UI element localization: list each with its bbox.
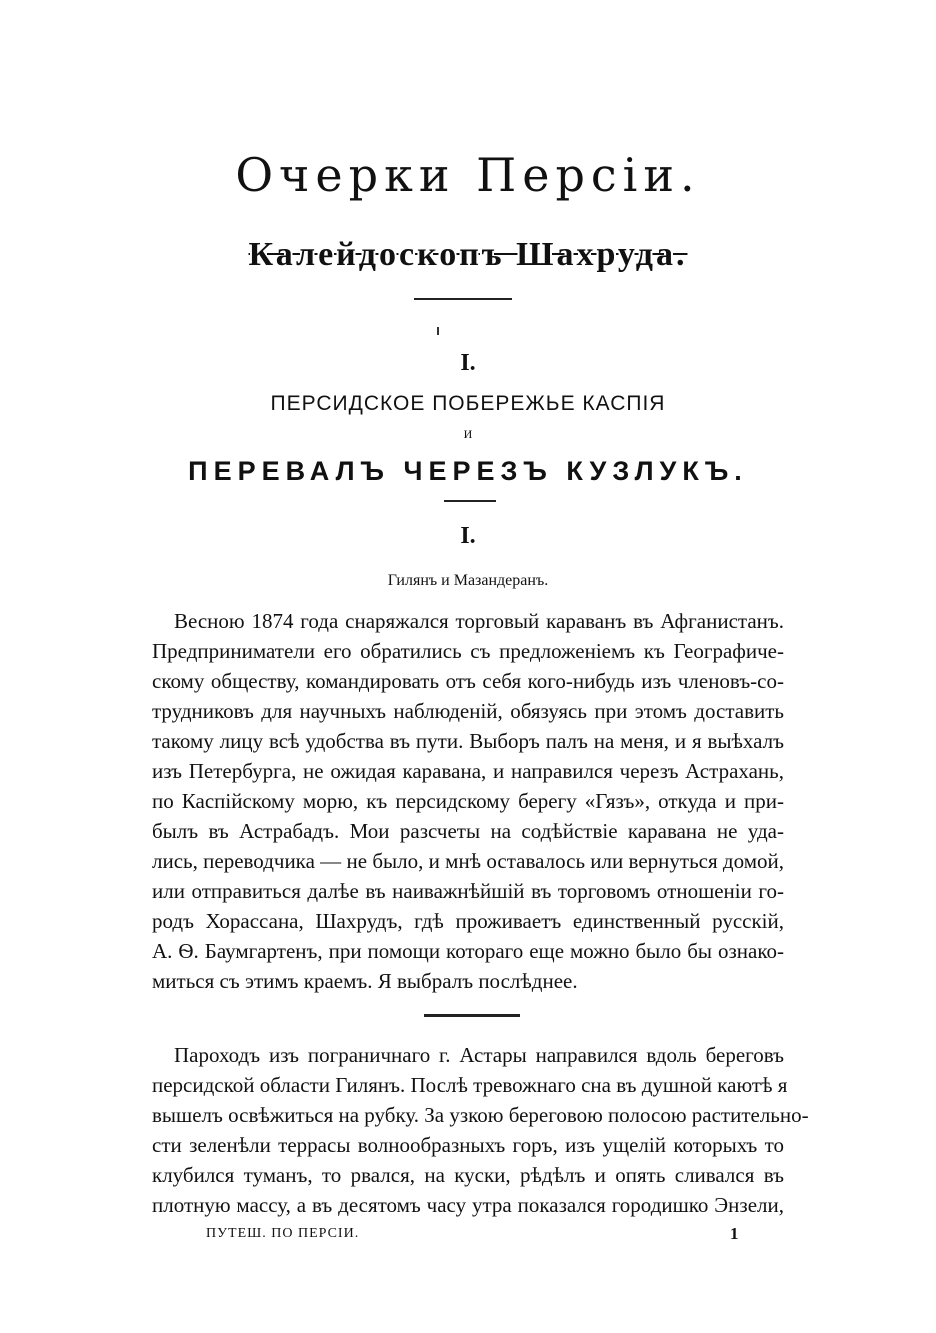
page-number: 1 (730, 1224, 739, 1243)
text-line: миться съ этимъ краемъ. Я выбралъ послѣднее. (152, 969, 578, 993)
divider-rule (414, 298, 512, 300)
text-line: по Каспійскому морю, къ персидскому берегу «Гязъ», откуда и при- (152, 789, 784, 813)
text-line: сти зеленѣли террасы волнообразныхъ горъ, изъ ущелій которыхъ то (152, 1133, 784, 1157)
text-line: А. Ѳ. Баумгартенъ, при помощи котораго еще можно было бы ознако- (152, 939, 784, 963)
part-title: ПЕРСИДСКОЕ ПОБЕРЕЖЬЕ КАСПІЯ (270, 392, 666, 415)
chapter-subtitle: Гилянъ и Мазандеранъ. (387, 572, 549, 589)
book-subtitle: Калейдоскопъ Шахруда. (248, 236, 688, 273)
text-line: изъ Петербурга, не ожидая каравана, и направился черезъ Астрахань, (152, 759, 784, 783)
footer-signature: ПУТЕШ. ПО ПЕРСІИ. (206, 1226, 360, 1241)
text-line: Пароходъ изъ пограничнаго г. Астары направился вдоль береговъ (174, 1043, 784, 1067)
print-mark (437, 327, 439, 335)
text-line: персидской области Гилянъ. Послѣ тревожнаго сна въ душной каютѣ я (152, 1073, 788, 1097)
text-line: такому лицу всѣ удобства въ пути. Выборъ палъ на меня, и я выѣхалъ (152, 729, 784, 753)
part-title-second: ПЕРЕВАЛЪ ЧЕРЕЗЪ КУЗЛУКЪ. (188, 456, 748, 486)
divider-rule (444, 500, 496, 502)
text-line: плотную массу, а въ десятомъ часу утра показался городишко Энзели, (152, 1193, 784, 1217)
text-line: вышелъ освѣжиться на рубку. За узкою береговою полосою растительно- (152, 1103, 809, 1127)
text-line: родъ Хорассана, Шахрудъ, гдѣ проживаетъ единственный русскій, (152, 909, 784, 933)
text-line: Предприниматели его обратились съ предложеніемъ къ Географиче- (152, 639, 784, 663)
text-line: клубился туманъ, то рвался, на куски, рѣдѣлъ и опять сливался въ (152, 1163, 784, 1187)
chapter-number: I. (460, 523, 476, 549)
text-line: былъ въ Астрабадъ. Мои разсчеты на содѣйствіе каравана не уда- (152, 819, 784, 843)
text-line: Весною 1874 года снаряжался торговый караванъ въ Афганистанъ. (174, 609, 784, 633)
book-title: Очерки Персіи. (235, 148, 701, 202)
text-line: скому обществу, командировать отъ себя кого-нибудь изъ членовъ-со- (152, 669, 784, 693)
part-title-conjunction: И (463, 427, 473, 441)
text-line: трудниковъ для научныхъ наблюденій, обязуясь при этомъ доставить (152, 699, 784, 723)
section-divider-rule (424, 1014, 520, 1017)
text-line: лись, переводчика — не было, и мнѣ оставалось или вернуться домой, (152, 849, 784, 873)
text-line: или отправиться далѣе въ наиважнѣйшій въ торговомъ отношеніи го- (152, 879, 784, 903)
part-number: I. (460, 350, 476, 376)
